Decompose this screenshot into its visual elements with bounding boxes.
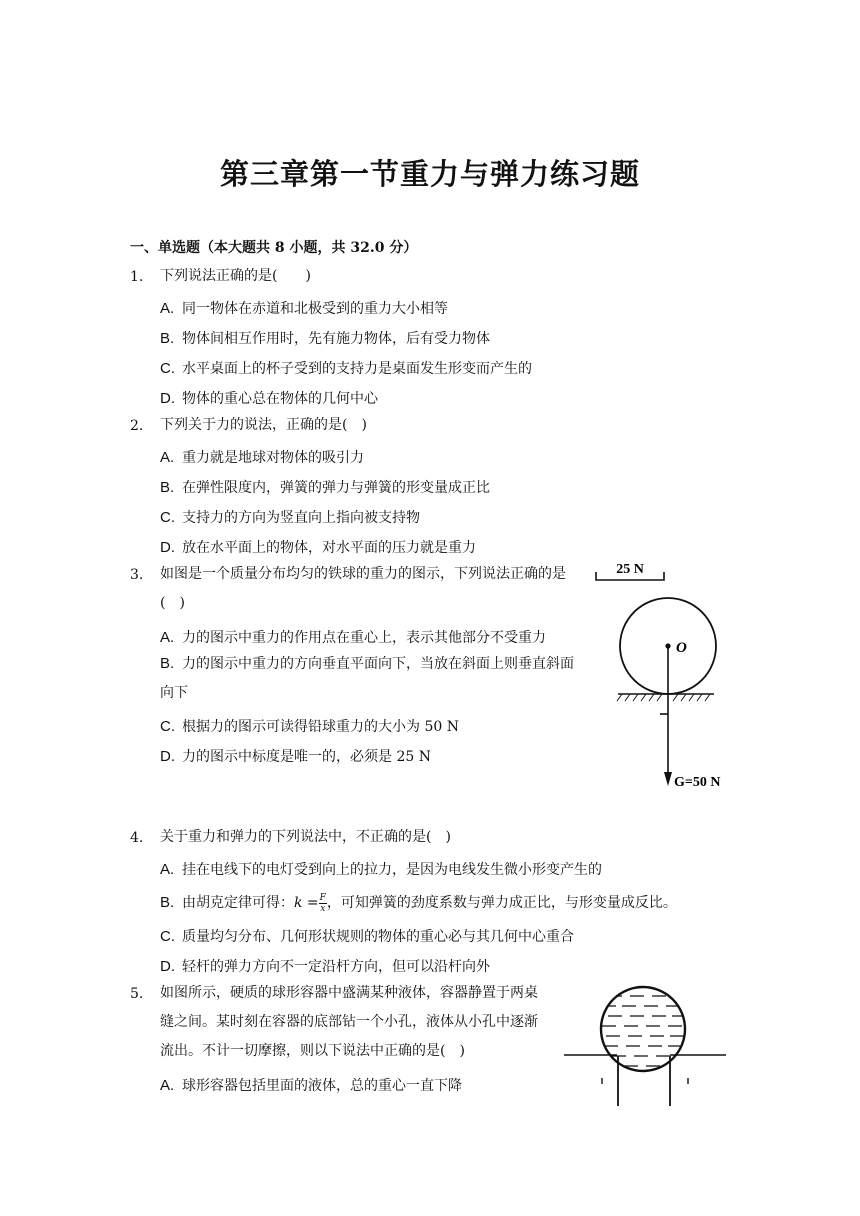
option-text: 水平桌面上的杯子受到的支持力是桌面发生形变而产生的 xyxy=(182,361,532,377)
option-d xyxy=(160,537,476,557)
option-letter: B. xyxy=(160,655,175,672)
option-letter: B. xyxy=(160,479,175,496)
option-c xyxy=(160,358,532,378)
question-number: 2. xyxy=(130,418,144,434)
option-text: 球形容器包括里面的液体，总的重心一直下降 xyxy=(182,1078,462,1094)
option-b xyxy=(160,477,490,497)
option-letter: B. xyxy=(160,330,175,347)
formula-lhs: k = xyxy=(294,895,319,911)
question-stem: 下列关于力的说法，正确的是( ) xyxy=(160,417,367,433)
option-d xyxy=(160,388,378,408)
option-text: 放在水平面上的物体，对水平面的压力就是重力 xyxy=(182,540,476,556)
option-text: 力的图示中标度是唯一的，必须是 25 N xyxy=(182,749,431,765)
option-text-pre: 由胡克定律可得： xyxy=(182,895,294,911)
question-stem: 如图所示，硬质的球形容器中盛满某种液体，容器静置于两桌缝之间。某时刻在容器的底部钻一个小孔，液体从小孔中逐渐流出。不计一切摩擦，则以下说法中正确的是( ) xyxy=(160,985,538,1059)
question-number: 1. xyxy=(130,269,144,285)
formula-numerator: F xyxy=(319,892,326,903)
option-letter: A. xyxy=(160,300,175,317)
option-a xyxy=(160,1075,462,1095)
force-label: G=50 N xyxy=(674,775,721,790)
center-label: O xyxy=(676,640,687,656)
option-b xyxy=(160,892,677,914)
option-text: 质量均匀分布、几何形状规则的物体的重心必与其几何中心重合 xyxy=(182,929,574,945)
option-a xyxy=(160,298,448,318)
option-letter: A. xyxy=(160,861,175,878)
question-stem: 下列说法正确的是( ) xyxy=(160,268,311,284)
option-letter: D. xyxy=(160,748,175,765)
option-text-post: ，可知弹簧的劲度系数与弹力成正比，与形变量成反比。 xyxy=(326,895,677,911)
option-letter: B. xyxy=(160,894,175,911)
spherical-container xyxy=(601,987,685,1071)
option-b xyxy=(160,328,490,348)
option-text: 同一物体在赤道和北极受到的重力大小相等 xyxy=(182,301,448,317)
option-letter: A. xyxy=(160,449,175,466)
question-stem: 关于重力和弹力的下列说法中，不正确的是( ) xyxy=(160,829,451,845)
option-text: 力的图示中重力的方向垂直平面向下，当放在斜面上则垂直斜面向下 xyxy=(160,656,574,701)
option-letter: C. xyxy=(160,509,175,526)
option-letter: D. xyxy=(160,390,175,407)
option-letter: D. xyxy=(160,958,175,975)
option-text: 在弹性限度内，弹簧的弹力与弹簧的形变量成正比 xyxy=(182,480,490,496)
option-text: 重力就是地球对物体的吸引力 xyxy=(182,450,364,466)
question-stem: 如图是一个质量分布均匀的铁球的重力的图示，下列说法正确的是( ) xyxy=(160,566,566,611)
option-d xyxy=(160,956,490,976)
formula-denominator: x xyxy=(320,903,326,914)
arrow-head-icon xyxy=(664,772,672,786)
option-text: 根据力的图示可读得铅球重力的大小为 50 N xyxy=(182,719,459,735)
option-text: 物体间相互作用时，先有施力物体，后有受力物体 xyxy=(182,331,490,347)
option-letter: C. xyxy=(160,928,175,945)
option-text: 挂在电线下的电灯受到向上的拉力，是因为电线发生微小形变产生的 xyxy=(182,862,602,878)
option-text: 支持力的方向为竖直向上指向被支持物 xyxy=(182,510,420,526)
spherical-container-diagram xyxy=(560,982,735,1110)
scale-label: 25 N xyxy=(616,562,644,577)
option-text: 物体的重心总在物体的几何中心 xyxy=(182,391,378,407)
option-c xyxy=(160,507,420,527)
question-number: 3. xyxy=(130,567,144,583)
ground-hatching xyxy=(617,694,710,701)
page-title: 第三章第一节重力与弹力练习题 xyxy=(219,157,640,191)
question-number: 5. xyxy=(130,986,144,1002)
option-text: 轻杆的弹力方向不一定沿杆方向，但可以沿杆向外 xyxy=(182,959,490,975)
option-letter: D. xyxy=(160,539,175,556)
option-letter: C. xyxy=(160,718,175,735)
option-c xyxy=(160,926,574,946)
option-b xyxy=(160,649,580,708)
option-text: 力的图示中重力的作用点在重心上，表示其他部分不受重力 xyxy=(182,630,546,646)
formula-fraction xyxy=(319,893,327,914)
question-number: 4. xyxy=(130,830,144,846)
option-letter: A. xyxy=(160,1077,175,1094)
option-c xyxy=(160,716,459,736)
gravity-force-diagram xyxy=(586,560,746,800)
option-letter: A. xyxy=(160,629,175,646)
option-letter: C. xyxy=(160,360,175,377)
option-a xyxy=(160,859,602,879)
option-a xyxy=(160,447,364,467)
option-a xyxy=(160,627,546,647)
option-d xyxy=(160,746,431,766)
section-heading: 一、单选题（本大题共 8 小题，共 32.0 分） xyxy=(130,240,418,256)
